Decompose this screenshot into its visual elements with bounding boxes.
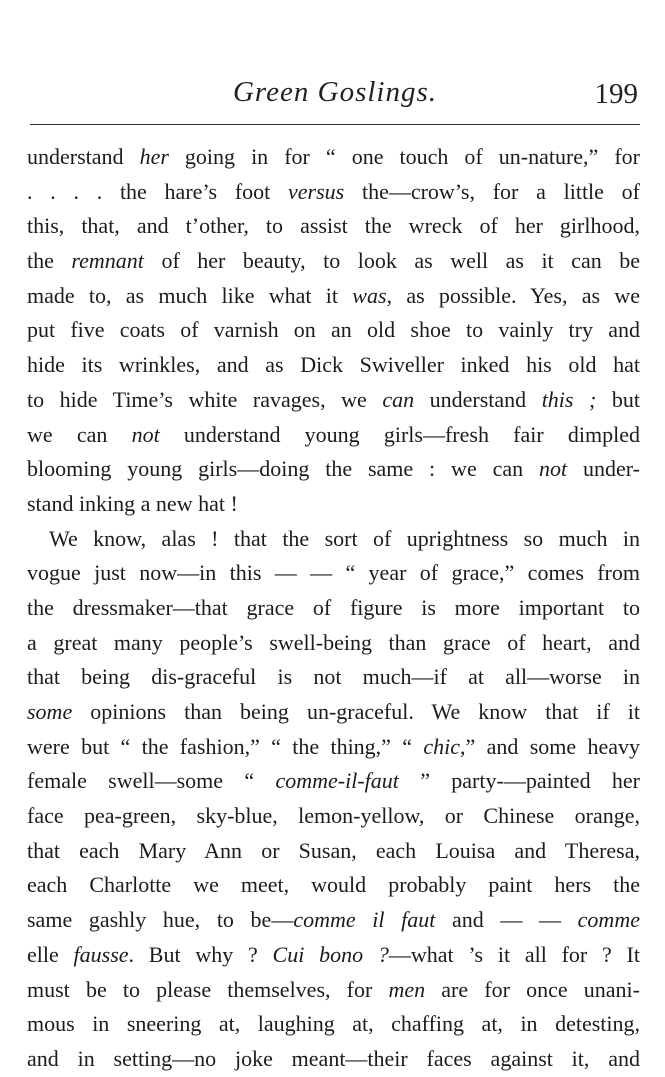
text-line: [27, 660, 640, 695]
text-line: [27, 695, 640, 730]
text-run: under-: [567, 456, 641, 482]
text-run: that being dis-graceful is not much—if at all—worse in: [27, 664, 640, 690]
text-run: . . . . the hare’s foot: [27, 178, 288, 204]
text-run: were but “ the fashion,” “ the thing,” “: [27, 733, 424, 759]
text-line: [27, 903, 640, 938]
text-line: [27, 383, 640, 418]
text-line: [27, 313, 640, 348]
text-line: [27, 556, 640, 591]
italic-phrase: versus: [288, 178, 345, 204]
text-line: [27, 868, 640, 903]
text-run: to hide Time’s white ravages, we: [27, 386, 383, 412]
text-line: [27, 487, 640, 522]
text-run: stand inking a new hat !: [27, 490, 238, 516]
italic-phrase: chic: [423, 733, 461, 759]
italic-phrase: not: [539, 456, 568, 482]
italic-phrase: comme: [577, 907, 640, 933]
text-run: but: [596, 386, 640, 412]
text-run: each Charlotte we meet, would probably paint hers the: [27, 872, 640, 898]
text-line: [27, 1007, 640, 1042]
text-run: are for once unani-: [425, 976, 640, 1002]
text-line: [27, 452, 640, 487]
text-run: the—crow’s, for a little of: [344, 178, 640, 204]
text-run: understand young girls—fresh fair dimpled: [159, 421, 640, 447]
text-run: understand: [414, 386, 542, 412]
text-run: going in for “ one touch of un-nature,” for: [168, 144, 640, 169]
text-line: [27, 834, 640, 869]
text-run: , as possible. Yes, as we: [386, 282, 640, 308]
italic-phrase: men: [388, 976, 426, 1002]
text-run: the: [27, 248, 72, 274]
text-line: [27, 591, 640, 626]
text-line: [27, 418, 640, 453]
text-run: . But why ?: [128, 941, 273, 967]
italic-phrase: Cui bono ?: [272, 941, 389, 967]
italic-phrase: her: [139, 144, 169, 169]
text-line: [27, 973, 640, 1008]
text-line: [27, 140, 640, 175]
text-line: [27, 209, 640, 244]
text-line: [27, 244, 640, 279]
running-head: [30, 76, 640, 116]
italic-phrase: not: [131, 421, 160, 447]
text-line: [27, 348, 640, 383]
text-run: a great many people’s swell-being than grace of heart, and: [27, 629, 640, 655]
italic-phrase: this ;: [541, 386, 597, 412]
text-run: must be to please themselves, for: [27, 976, 389, 1002]
text-run: vogue just now—in this — — “ year of grace,” comes from: [27, 560, 640, 586]
text-run: the dressmaker—that grace of figure is more important to: [27, 594, 640, 620]
text-run: and — —: [435, 907, 578, 933]
text-run: blooming young girls—doing the same : we can: [27, 456, 540, 482]
text-line: [27, 522, 640, 557]
text-run: and in setting—no joke meant—their faces against it, and: [27, 1045, 640, 1071]
italic-phrase: was: [352, 282, 387, 308]
text-line: [27, 279, 640, 314]
italic-phrase: fausse: [73, 941, 129, 967]
text-run: ,” and some heavy: [460, 733, 641, 759]
text-line: [27, 730, 640, 765]
text-line: [27, 764, 640, 799]
text-run: female swell—some “: [27, 768, 276, 794]
running-title: Green Goslings.: [232, 76, 438, 108]
text-run: that each Mary Ann or Susan, each Louisa and Theresa,: [27, 837, 640, 863]
italic-phrase: remnant: [71, 248, 144, 274]
text-line: [27, 175, 640, 210]
text-run: put five coats of varnish on an old shoe to vainly try and: [27, 317, 640, 343]
text-run: ” party-—painted her: [398, 768, 640, 794]
text-run: —what ’s it all for ? It: [388, 941, 640, 967]
body-text: [27, 140, 640, 1077]
italic-phrase: some: [27, 699, 73, 724]
text-run: opinions than being un-graceful. We know that if it: [72, 699, 640, 724]
page-number: 199: [594, 78, 638, 110]
text-run: made to, as much like what it: [27, 282, 353, 308]
text-run: mous in sneering at, laughing at, chaffing at, in detesting,: [27, 1011, 640, 1037]
text-run: face pea-green, sky-blue, lemon-yellow, or Chinese orange,: [27, 803, 640, 829]
text-run: this, that, and t’other, to assist the wreck of her girlhood,: [27, 213, 640, 239]
text-line: [27, 626, 640, 661]
text-line: [27, 1042, 640, 1077]
text-run: We know, alas ! that the sort of uprightness so much in: [49, 525, 640, 551]
text-run: understand: [27, 144, 140, 169]
text-run: elle: [27, 941, 74, 967]
header-rule: [30, 124, 640, 125]
italic-phrase: comme il faut: [293, 907, 436, 933]
text-run: hide its wrinkles, and as Dick Swiveller inked his old hat: [27, 352, 640, 378]
text-run: same gashly hue, to be—: [27, 907, 294, 933]
italic-phrase: comme-il-faut: [275, 768, 399, 794]
text-run: of her beauty, to look as well as it can be: [143, 248, 640, 274]
text-line: [27, 938, 640, 973]
text-run: we can: [27, 421, 132, 447]
italic-phrase: can: [382, 386, 415, 412]
text-line: [27, 799, 640, 834]
